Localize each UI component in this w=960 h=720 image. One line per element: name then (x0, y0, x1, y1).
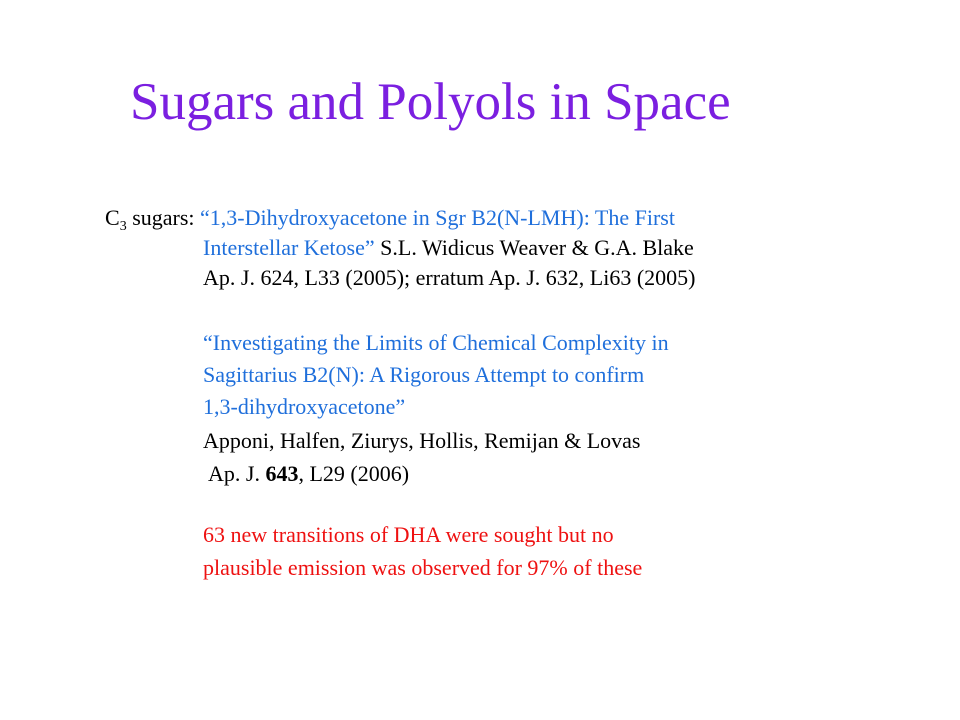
slide-title: Sugars and Polyols in Space (130, 73, 731, 131)
c3-label (105, 205, 201, 234)
ref1-title-line2: Interstellar Ketose” (203, 235, 375, 260)
c3-label-subscript: 3 (119, 219, 127, 234)
ref2-title-line3: 1,3-dihydroxyacetone” (203, 394, 406, 419)
ref1-title-line1: “1,3-Dihydroxyacetone in Sgr B2(N-LMH): The First (200, 205, 675, 230)
finding-line1: 63 new transitions of DHA were sought but no (203, 522, 614, 547)
ref1-authors: S.L. Widicus Weaver & G.A. Blake (374, 235, 694, 260)
c3-label-c: C (105, 205, 120, 230)
ref2-journal (208, 459, 409, 489)
ref2-authors: Apponi, Halfen, Ziurys, Hollis, Remijan & Lovas (203, 428, 641, 453)
c3-label-rest: sugars: (126, 205, 201, 230)
ref2-title-line2: Sagittarius B2(N): A Rigorous Attempt to confirm (203, 362, 645, 387)
ref2-journal-prefix: Ap. J. (208, 461, 266, 486)
ref2-journal-volume: 643 (265, 461, 299, 486)
finding-line2: plausible emission was observed for 97% of these (203, 555, 643, 580)
ref1-journal: Ap. J. 624, L33 (2005); erratum Ap. J. 632, Li63 (2005) (203, 265, 696, 290)
ref1-line2 (203, 233, 694, 263)
ref2-journal-suffix: , L29 (2006) (298, 461, 410, 486)
ref2-title-line1: “Investigating the Limits of Chemical Complexity in (203, 330, 669, 355)
